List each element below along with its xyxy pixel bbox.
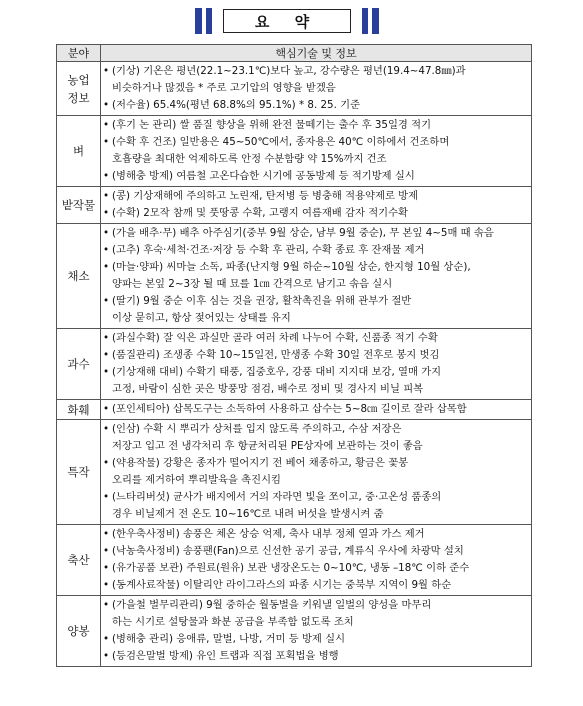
row-category: 과수 [57,329,101,400]
bullet-icon: • [103,170,110,182]
list-item [103,347,529,364]
title-bar-right-outer [372,8,379,34]
list-item [103,242,529,259]
bullet-icon: • [103,545,110,557]
row-category: 채소 [57,224,101,329]
item-text: 고정, 바람이 심한 곳은 방풍망 점검, 배수로 정비 및 경사지 비닐 피복 [112,383,424,395]
item-text: (딸기) 9월 중순 이후 심는 것을 권장, 활착촉진을 위해 관부가 절반 [112,295,412,307]
bullet-icon: • [103,562,110,574]
row-category: 축산 [57,525,101,596]
bullet-icon: • [103,261,110,273]
item-text: (품질관리) 조생종 수확 10~15일전, 만생종 수확 30일 전후로 봉지 벗김 [112,349,440,361]
list-item [103,648,529,665]
item-text: (인삼) 수확 시 뿌리가 상처를 입지 않도록 주의하고, 수삼 저장은 [112,423,402,435]
bullet-icon: • [103,633,110,645]
row-content [101,596,532,667]
bullet-icon: • [103,579,110,591]
bullet-icon: • [103,423,110,435]
item-text: (기상재해 대비) 수확기 태풍, 집중호우, 강풍 대비 지지대 보강, 열매 가지 [112,366,442,378]
row-content [101,116,532,187]
bullet-icon: • [103,332,110,344]
item-text: (고추) 후숙·세척·건조·저장 등 수확 후 관리, 수확 종료 후 잔재물 제거 [112,244,425,256]
list-item [103,381,529,398]
list-item [103,364,529,381]
list-item [103,401,529,418]
list-item [103,438,529,455]
item-text: (낙농축사정비) 송풍팬(Fan)으로 신선한 공기 공급, 계류식 우사에 차광막 설치 [112,545,464,557]
row-category: 밭작물 [57,187,101,224]
row-content [101,187,532,224]
list-item [103,63,529,80]
row-content [101,525,532,596]
table-row [57,224,532,329]
list-item [103,151,529,168]
header-category: 분야 [57,45,101,62]
table-row [57,420,532,525]
item-text: (약용작물) 강황은 종자가 떨어지기 전 베어 채종하고, 황금은 꽃봉 [112,457,409,469]
bullet-icon: • [103,207,110,219]
item-text: 하는 시기로 설탕물과 화분 공급을 부족함 없도록 조치 [112,616,354,628]
title-bar-right-inner [362,8,368,34]
list-item [103,597,529,614]
item-text: (포인세티아) 삽목도구는 소독하여 사용하고 삽수는 5~8㎝ 길이로 잘라 삽목함 [112,403,467,415]
item-text: (유가공품 보관) 주원료(원유) 보관 냉장온도는 0~10℃, 냉동 –18℃ 이하 준수 [112,562,470,574]
item-text: (가을 배추·무) 배추 아주심기(중부 9월 상순, 남부 9월 중순), 무 본잎 4~5매 때 솎음 [112,227,494,239]
table-row [57,400,532,420]
row-category: 농업 정보 [57,62,101,116]
table-header-row [57,45,532,62]
list-item [103,577,529,594]
row-content [101,329,532,400]
page-title: 요 약 [223,9,351,33]
list-item [103,543,529,560]
table-row [57,116,532,187]
item-text: (가을철 벌무리관리) 9월 중하순 월동벌을 키워낼 일벌의 양성을 마무리 [112,599,432,611]
list-item [103,80,529,97]
item-text: (후기 논 관리) 쌀 품질 향상을 위해 완전 물떼기는 출수 후 35일경 적기 [112,119,432,131]
list-item [103,188,529,205]
bullet-icon: • [103,349,110,361]
row-category: 화훼 [57,400,101,420]
list-item [103,489,529,506]
bullet-icon: • [103,403,110,415]
bullet-icon: • [103,295,110,307]
row-content [101,62,532,116]
bullet-icon: • [103,457,110,469]
bullet-icon: • [103,244,110,256]
list-item [103,560,529,577]
item-text: (기상) 기온은 평년(22.1~23.1℃)보다 높고, 강수량은 평년(19.4~47.8㎜)과 [112,65,466,77]
title-bar-left-outer [195,8,202,34]
summary-title-banner [0,8,583,34]
list-item [103,293,529,310]
list-item [103,472,529,489]
item-text: (과실수확) 잘 익은 과실만 골라 여러 차례 나누어 수확, 신품종 적기 수확 [112,332,438,344]
table-row [57,596,532,667]
item-text: (한우축사정비) 송풍은 체온 상승 억제, 축사 내부 정체 열과 가스 제거 [112,528,425,540]
item-text: (수확) 2모작 참깨 및 풋땅콩 수확, 고랭지 여름재배 감자 적기수확 [112,207,408,219]
bullet-icon: • [103,119,110,131]
item-text: 이상 묻히고, 항상 젖어있는 상태를 유지 [112,312,291,324]
bullet-icon: • [103,650,110,662]
list-item [103,310,529,327]
bullet-icon: • [103,227,110,239]
list-item [103,631,529,648]
item-text: 양파는 본잎 2~3장 될 때 묘를 1㎝ 간격으로 남기고 솎음 실시 [112,278,393,290]
item-text: 경우 비닐제거 전 온도 10~16℃로 내려 버섯을 발생시켜 줌 [112,508,384,520]
item-text: (병해충 관리) 응애류, 말벌, 나방, 거미 등 방제 실시 [112,633,346,645]
bullet-icon: • [103,65,110,77]
item-text: 저장고 입고 전 냉각처리 후 항균처리된 PE상자에 보관하는 것이 좋음 [112,440,423,452]
table-body [57,62,532,667]
summary-table [56,44,532,667]
item-text: (동계사료작물) 이탈리안 라이그라스의 파종 시기는 중북부 지역이 9월 하순 [112,579,452,591]
item-text: (수확 후 건조) 일반용은 45~50℃에서, 종자용은 40℃ 이하에서 건조하며 [112,136,450,148]
table-row [57,329,532,400]
title-bar-left-inner [206,8,212,34]
item-text: (저수율) 65.4%(평년 68.8%의 95.1%) * 8. 25. 기준 [112,99,361,111]
table-row [57,525,532,596]
list-item [103,330,529,347]
list-item [103,259,529,276]
item-text: 호흡량을 최대한 억제하도록 안정 수분함량 약 15%까지 건조 [112,153,387,165]
row-category: 특작 [57,420,101,525]
item-text: (콩) 기상재해에 주의하고 노린재, 탄저병 등 병충해 적용약제로 방제 [112,190,419,202]
list-item [103,455,529,472]
list-item [103,117,529,134]
row-content [101,400,532,420]
bullet-icon: • [103,99,110,111]
bullet-icon: • [103,366,110,378]
row-content [101,224,532,329]
bullet-icon: • [103,136,110,148]
bullet-icon: • [103,491,110,503]
list-item [103,526,529,543]
row-content [101,420,532,525]
list-item [103,225,529,242]
list-item [103,506,529,523]
row-category: 양봉 [57,596,101,667]
list-item [103,421,529,438]
header-content: 핵심기술 및 정보 [101,45,532,62]
item-text: (등검은말벌 방제) 유인 트랩과 직접 포획법을 병행 [112,650,339,662]
table-row [57,187,532,224]
bullet-icon: • [103,528,110,540]
item-text: 비슷하거나 많겠음 * 주로 고기압의 영향을 받겠음 [112,82,336,94]
item-text: 오리를 제거하여 뿌리발육을 촉진시킴 [112,474,281,486]
bullet-icon: • [103,599,110,611]
item-text: (마늘·양파) 씨마늘 소독, 파종(난지형 9월 하순~10월 상순, 한지형 10월 상순), [112,261,471,273]
list-item [103,276,529,293]
list-item [103,168,529,185]
table-row [57,62,532,116]
item-text: (병해충 방제) 여름철 고온다습한 시기에 공동방제 등 적기방제 실시 [112,170,415,182]
list-item [103,614,529,631]
list-item [103,134,529,151]
item-text: (느타리버섯) 균사가 배지에서 거의 자라면 빛을 쪼이고, 중·고온성 품종의 [112,491,442,503]
list-item [103,205,529,222]
list-item [103,97,529,114]
bullet-icon: • [103,190,110,202]
row-category: 벼 [57,116,101,187]
